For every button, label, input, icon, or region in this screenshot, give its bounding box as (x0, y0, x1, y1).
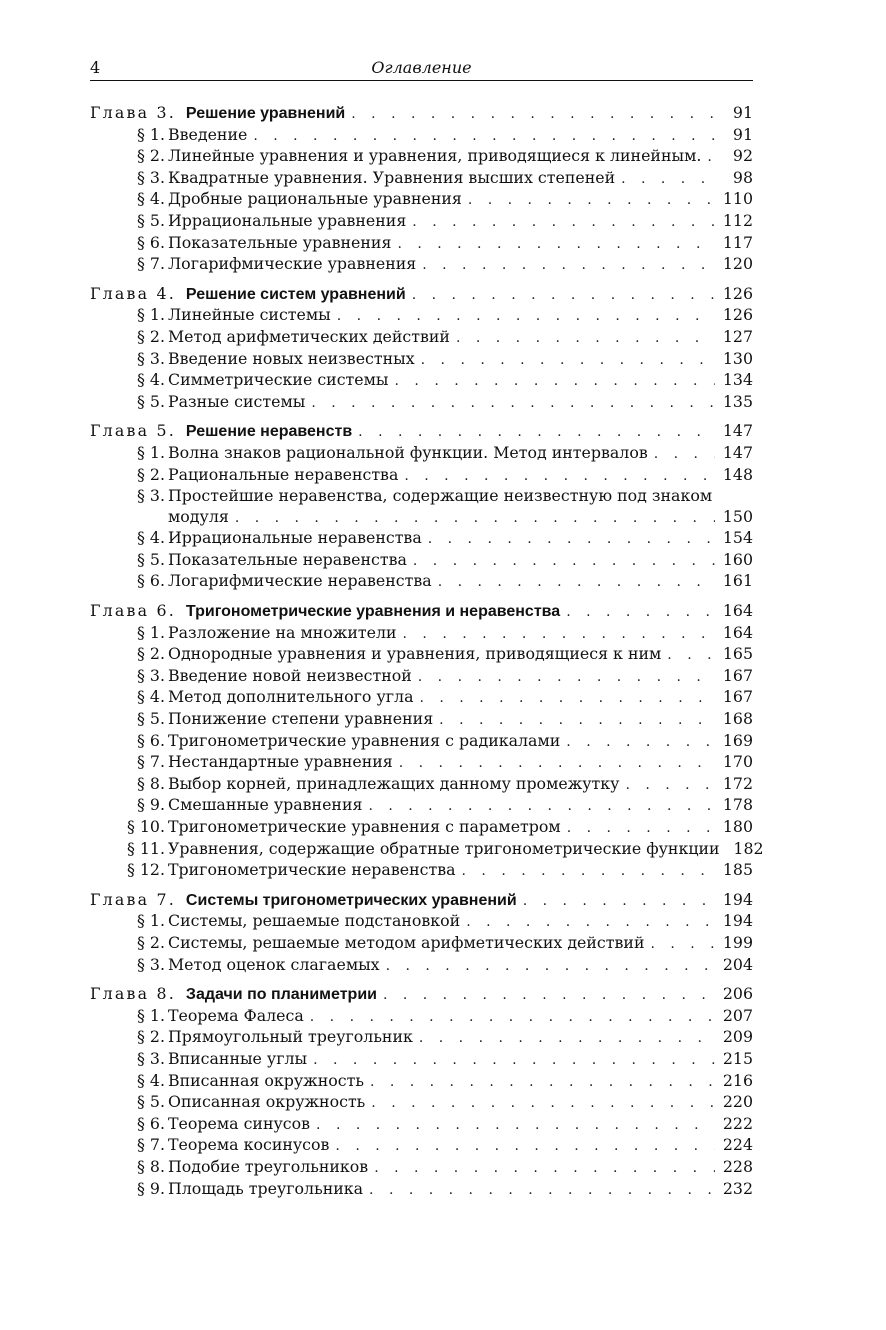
section-entry[interactable] (90, 528, 753, 550)
section-number: § 3. (137, 1048, 165, 1068)
section-number: § 6. (137, 571, 165, 591)
section-title: Теорема косинусов (168, 1135, 330, 1155)
dot-leader (235, 508, 715, 529)
section-entry[interactable] (90, 644, 753, 666)
section-number: § 2. (137, 932, 165, 952)
chapter-heading[interactable] (90, 601, 753, 623)
dot-leader (371, 1093, 715, 1114)
section-number: § 5. (137, 210, 165, 230)
dot-leader (428, 529, 715, 550)
section-entry[interactable] (90, 1179, 753, 1201)
dot-leader (707, 147, 715, 168)
chapter-number: Глава 8. (90, 984, 176, 1004)
dot-leader (419, 688, 715, 709)
dot-leader (369, 1180, 715, 1201)
toc-chapter (90, 984, 753, 1200)
section-page-number: 209 (722, 1027, 753, 1047)
section-entry[interactable] (90, 392, 753, 414)
section-title-continued: модуля (168, 506, 229, 526)
section-page-number: 135 (722, 391, 753, 411)
section-page-number: 220 (722, 1092, 753, 1112)
toc-chapter (90, 103, 753, 276)
chapter-page-number: 126 (722, 283, 753, 303)
section-entry[interactable] (90, 305, 753, 327)
section-number: § 2. (137, 326, 165, 346)
chapter-number: Глава 4. (90, 283, 176, 303)
chapter-heading[interactable] (90, 890, 753, 912)
section-page-number: 172 (722, 773, 753, 793)
section-page-number: 194 (722, 911, 753, 931)
section-page-number: 127 (722, 326, 753, 346)
section-title: Иррациональные уравнения (168, 210, 407, 230)
dot-leader (421, 350, 715, 371)
section-title: Вписанные углы (168, 1048, 308, 1068)
dot-leader (523, 891, 715, 912)
chapter-title: Решение неравенств (185, 423, 353, 441)
section-entry[interactable] (90, 623, 753, 645)
section-number: § 4. (137, 189, 165, 209)
section-entry[interactable] (90, 1092, 753, 1114)
section-number: § 7. (137, 1135, 165, 1155)
section-page-number: 154 (722, 528, 753, 548)
section-number: § 3. (137, 348, 165, 368)
section-page-number: 110 (722, 189, 753, 209)
running-title: Оглавление (371, 58, 472, 77)
dot-leader (567, 818, 715, 839)
section-entry[interactable] (90, 349, 753, 371)
section-title: Дробные рациональные уравнения (168, 189, 462, 209)
section-page-number: 224 (722, 1135, 753, 1155)
dot-leader (310, 1007, 715, 1028)
chapter-title: Решение систем уравнений (185, 285, 406, 303)
section-entry[interactable] (90, 370, 753, 392)
section-page-number: 91 (732, 124, 753, 144)
chapter-page-number: 91 (732, 103, 753, 122)
section-number: § 6. (137, 730, 165, 750)
chapter-heading[interactable] (90, 103, 753, 125)
dot-leader (412, 285, 715, 306)
section-page-number: 204 (722, 954, 753, 974)
section-number: § 5. (137, 709, 165, 729)
section-entry[interactable] (90, 571, 753, 593)
dot-leader (412, 212, 715, 233)
section-page-number: 222 (722, 1113, 753, 1133)
chapter-heading[interactable] (90, 284, 753, 306)
section-title: Смешанные уравнения (168, 795, 363, 815)
section-number: § 3. (137, 486, 165, 506)
section-number: § 4. (137, 687, 165, 707)
section-number: § 6. (137, 1113, 165, 1133)
section-title: Показательные неравенства (168, 549, 407, 569)
section-page-number: 92 (732, 146, 753, 166)
section-page-number: 165 (722, 644, 753, 664)
section-page-number: 168 (722, 709, 753, 729)
dot-leader (403, 624, 715, 645)
section-number: § 7. (137, 254, 165, 274)
section-entry[interactable] (90, 146, 753, 168)
dot-leader (368, 796, 715, 817)
section-title: Логарифмические неравенства (168, 571, 432, 591)
section-page-number: 130 (722, 348, 753, 368)
dot-leader (419, 1028, 715, 1049)
section-entry[interactable] (90, 1027, 753, 1049)
dot-leader (358, 422, 715, 443)
dot-leader (438, 572, 715, 593)
chapter-heading[interactable] (90, 421, 753, 443)
section-title: Метод оценок слагаемых (168, 954, 380, 974)
section-title: Понижение степени уравнения (168, 709, 434, 729)
section-title: Подобие треугольников (168, 1156, 369, 1176)
toc-chapter (90, 284, 753, 414)
section-number: § 9. (137, 1178, 165, 1198)
section-title: Метод дополнительного угла (168, 687, 414, 707)
dot-leader (397, 234, 715, 255)
section-number: § 1. (137, 622, 165, 642)
section-title: Уравнения, содержащие обратные тригонометрические функции (168, 838, 720, 858)
section-entry[interactable] (90, 1157, 753, 1179)
dot-leader (386, 956, 715, 977)
section-number: § 4. (137, 370, 165, 390)
section-page-number: 215 (722, 1048, 753, 1068)
dot-leader (374, 1158, 715, 1179)
section-title: Введение новой неизвестной (168, 665, 412, 685)
toc-chapter (90, 890, 753, 976)
section-entry[interactable] (90, 911, 753, 933)
dot-leader (462, 861, 715, 882)
dot-leader (468, 190, 715, 211)
dot-leader (399, 753, 715, 774)
section-entry[interactable] (90, 817, 753, 839)
section-title: Тригонометрические неравенства (168, 860, 456, 880)
dot-leader (654, 444, 715, 465)
section-title: Теорема синусов (168, 1113, 311, 1133)
section-number: § 3. (137, 167, 165, 187)
section-page-number: 180 (722, 817, 753, 836)
dot-leader (418, 667, 715, 688)
section-title: Волна знаков рациональной функции. Метод интервалов (168, 442, 648, 462)
dot-leader (253, 126, 715, 147)
section-entry[interactable] (90, 125, 753, 147)
section-number: § 7. (137, 752, 165, 772)
section-entry[interactable] (90, 211, 753, 233)
dot-leader (370, 1072, 715, 1093)
section-entry[interactable] (90, 860, 753, 882)
chapter-number: Глава 6. (90, 601, 176, 621)
section-number: § 3. (137, 665, 165, 685)
section-page-number: 126 (722, 305, 753, 325)
section-page-number: 232 (722, 1178, 753, 1198)
section-entry[interactable] (90, 838, 764, 861)
section-number: § 2. (137, 146, 165, 166)
section-title: Прямоугольный треугольник (168, 1027, 413, 1047)
section-title: Метод арифметических действий (168, 326, 450, 346)
chapter-number: Глава 7. (90, 889, 176, 909)
book-page (90, 58, 764, 1208)
chapter-title: Задачи по планиметрии (185, 986, 377, 1004)
section-number: § 2. (137, 1027, 165, 1047)
section-number: § 4. (137, 1070, 165, 1090)
chapter-number: Глава 3. (90, 103, 176, 122)
section-title: Симметрические системы (168, 370, 389, 390)
dot-leader (667, 645, 715, 666)
dot-leader (395, 371, 715, 392)
section-entry[interactable] (90, 486, 753, 507)
chapter-number: Глава 5. (90, 421, 176, 441)
section-title: Линейные системы (168, 305, 331, 325)
dot-leader (413, 551, 715, 572)
section-title: Нестандартные уравнения (168, 752, 393, 772)
dot-leader (621, 169, 715, 190)
section-number: § 8. (137, 773, 165, 793)
section-title: Разные системы (168, 391, 306, 411)
dot-leader (383, 985, 715, 1006)
table-of-contents (90, 103, 764, 1200)
section-title: Простейшие неравенства, содержащие неизвестную под знаком (168, 486, 713, 506)
section-entry[interactable] (90, 550, 753, 572)
section-entry[interactable] (90, 254, 753, 276)
section-number: § 1. (137, 305, 165, 325)
dot-leader (466, 912, 715, 933)
dot-leader (650, 934, 715, 955)
section-page-number: 98 (732, 167, 753, 187)
section-entry[interactable] (90, 955, 753, 977)
section-page-number: 150 (722, 506, 753, 526)
dot-leader (566, 732, 715, 753)
dot-leader (566, 602, 715, 623)
dot-leader (422, 255, 715, 276)
section-number: § 3. (137, 954, 165, 974)
section-title: Разложение на множители (168, 622, 397, 642)
toc-chapter (90, 601, 764, 882)
section-entry[interactable] (90, 709, 753, 731)
dot-leader (335, 1136, 715, 1157)
section-title: Выбор корней, принадлежащих данному промежутку (168, 773, 620, 793)
section-page-number: 170 (722, 752, 753, 772)
section-number: § 4. (137, 528, 165, 548)
section-page-number: 134 (722, 370, 753, 390)
section-page-number: 148 (722, 464, 753, 484)
section-number: § 1. (137, 124, 165, 144)
section-entry[interactable] (90, 731, 753, 753)
section-page-number: 167 (722, 687, 753, 707)
section-entry[interactable] (90, 1135, 753, 1157)
dot-leader (311, 393, 715, 414)
section-number: § 11. (126, 838, 165, 858)
section-page-number: 167 (722, 665, 753, 685)
chapter-title: Системы тригонометрических уравнений (185, 891, 517, 909)
section-page-number: 228 (722, 1156, 753, 1176)
section-entry[interactable] (90, 443, 753, 465)
section-number: § 1. (137, 442, 165, 462)
section-entry[interactable] (90, 687, 753, 709)
section-entry-continuation[interactable] (90, 507, 753, 529)
section-page-number: 117 (722, 232, 753, 252)
dot-leader (625, 775, 715, 796)
section-entry[interactable] (90, 327, 753, 349)
section-page-number: 199 (722, 932, 753, 952)
section-entry[interactable] (90, 168, 753, 190)
section-title: Рациональные неравенства (168, 464, 399, 484)
section-entry[interactable] (90, 465, 753, 487)
section-entry[interactable] (90, 233, 753, 255)
section-page-number: 178 (722, 795, 753, 815)
chapter-page-number: 164 (722, 601, 753, 621)
section-number: § 2. (137, 644, 165, 664)
section-number: § 6. (137, 232, 165, 252)
section-number: § 5. (137, 1092, 165, 1112)
section-page-number: 182 (733, 838, 764, 858)
section-entry[interactable] (90, 1071, 753, 1093)
section-number: § 9. (137, 795, 165, 815)
section-number: § 5. (137, 549, 165, 569)
section-number: § 1. (137, 1005, 165, 1025)
section-title: Системы, решаемые подстановкой (168, 911, 461, 931)
chapter-title: Решение уравнений (185, 105, 346, 122)
chapter-page-number: 194 (722, 889, 753, 909)
section-entry[interactable] (90, 666, 753, 688)
section-number: § 1. (137, 911, 165, 931)
section-entry[interactable] (90, 795, 753, 817)
section-page-number: 160 (722, 549, 753, 569)
section-entry[interactable] (90, 752, 753, 774)
section-title: Линейные уравнения и уравнения, приводящиеся к линейным. (168, 146, 702, 166)
section-page-number: 169 (722, 730, 753, 750)
section-entry[interactable] (90, 774, 753, 796)
page-number: 4 (90, 58, 101, 77)
section-number: § 10. (126, 817, 165, 836)
section-page-number: 185 (722, 860, 753, 880)
section-entry[interactable] (90, 1049, 753, 1071)
dot-leader (404, 466, 715, 487)
section-title: Теорема Фалеса (168, 1005, 304, 1025)
chapter-page-number: 147 (722, 421, 753, 441)
section-title: Тригонометрические уравнения с параметром (168, 817, 561, 836)
section-title: Введение новых неизвестных (168, 348, 415, 368)
section-page-number: 147 (722, 442, 753, 462)
running-header (90, 58, 753, 81)
dot-leader (313, 1050, 715, 1071)
section-number: § 12. (126, 860, 165, 880)
section-entry[interactable] (90, 1006, 753, 1028)
section-title: Введение (168, 124, 248, 144)
chapter-page-number: 206 (722, 984, 753, 1004)
dot-leader (456, 328, 715, 349)
chapter-heading[interactable] (90, 984, 753, 1006)
dot-leader (337, 306, 715, 327)
section-page-number: 161 (722, 571, 753, 591)
chapter-title: Тригонометрические уравнения и неравенства (185, 603, 561, 621)
section-number: § 8. (137, 1156, 165, 1176)
section-page-number: 120 (722, 254, 753, 274)
section-title: Показательные уравнения (168, 232, 392, 252)
dot-leader (316, 1115, 715, 1136)
section-number: § 2. (137, 464, 165, 484)
section-title: Однородные уравнения и уравнения, приводящиеся к ним (168, 644, 662, 664)
toc-chapter (90, 421, 753, 593)
section-title: Логарифмические уравнения (168, 254, 417, 274)
section-title: Квадратные уравнения. Уравнения высших степеней (168, 167, 616, 187)
section-title: Описанная окружность (168, 1092, 366, 1112)
section-page-number: 216 (722, 1070, 753, 1090)
section-entry[interactable] (90, 189, 753, 211)
section-entry[interactable] (90, 1114, 753, 1136)
section-page-number: 164 (722, 622, 753, 642)
dot-leader (351, 104, 715, 125)
section-title: Тригонометрические уравнения с радикалами (168, 730, 561, 750)
section-page-number: 112 (722, 210, 753, 230)
section-number: § 5. (137, 391, 165, 411)
section-entry[interactable] (90, 933, 753, 955)
section-title: Иррациональные неравенства (168, 528, 422, 548)
section-title: Площадь треугольника (168, 1178, 364, 1198)
dot-leader (439, 710, 715, 731)
section-page-number: 207 (722, 1005, 753, 1025)
section-title: Системы, решаемые методом арифметических действий (168, 932, 645, 952)
section-title: Вписанная окружность (168, 1070, 364, 1090)
